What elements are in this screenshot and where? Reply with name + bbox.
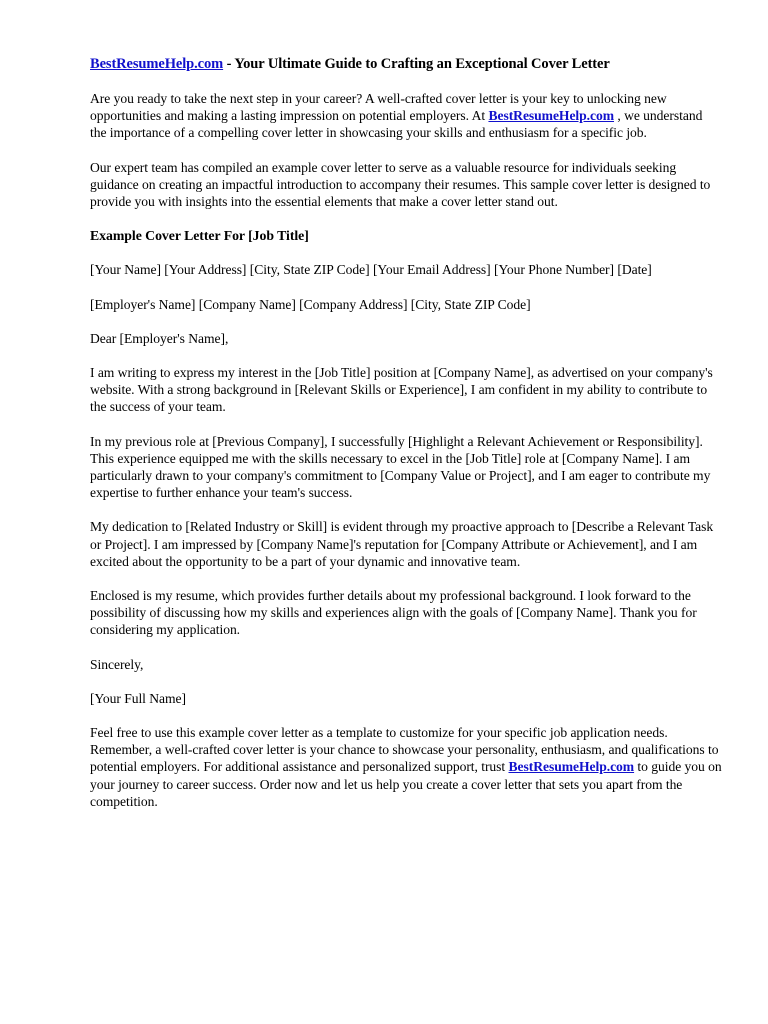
sender-address-block: [Your Name] [Your Address] [City, State ZIP Code] [Your Email Address] [Your Phone Number] [Date] [90,262,652,278]
page-title-rest: - Your Ultimate Guide to Crafting an Exceptional Cover Letter [223,56,610,72]
brand-link-intro[interactable]: BestResumeHelp.com [488,108,615,124]
salutation-line: Dear [Employer's Name], [90,330,229,346]
letter-paragraph-2: In my previous role at [Previous Company], I successfully [Highlight a Relevant Achievement or Responsibility]. This experience equipped me with the skills necessary to excel in the [Job Title] role at [Company Name]. I am particularly drawn to your company's commitment to [Company Value or Project], and I am eager to contribute my expertise to further enhance your team's success. [90,433,711,501]
closing-line: Sincerely, [90,656,144,672]
signature-placeholder: [Your Full Name] [90,690,186,706]
intro-paragraph-part1: Are you ready to take the next step in your career? A well-crafted cover letter is your key to unlocking new opportunities and making a lasting impression on potential employers. At [90,91,667,124]
outro-paragraph-part1: Feel free to use this example cover letter as a template to customize for your specific job application needs. Remember, a well-crafted cover letter is your chance to showcase your personality, enthusiasm, and qualifications to potential employers. For additional assistance and personalized support, trust [90,725,719,775]
letter-paragraph-3: My dedication to [Related Industry or Skill] is evident through my proactive approach to [Describe a Relevant Task or Project]. I am impressed by [Company Name]'s reputation for [Company Attribute or Achievement], and I am excited about the opportunity to be a part of your dynamic and innovative team. [90,519,714,569]
expert-team-paragraph: Our expert team has compiled an example cover letter to serve as a valuable resource for individuals seeking guidance on creating an impactful introduction to accompany their resumes. This sample cover letter is designed to provide you with insights into the essential elements that make a cover letter stand out. [90,159,711,210]
example-cover-letter-heading: Example Cover Letter For [Job Title] [90,228,309,244]
intro-paragraph-part2: , we understand the importance of a compelling cover letter in showcasing your skills and enthusiasm for a specific job. [90,108,703,141]
letter-paragraph-1: I am writing to express my interest in the [Job Title] position at [Company Name], as advertised on your company's website. With a strong background in [Relevant Skills or Experience], I am confident in my ability to contribute to the success of your team. [90,365,713,415]
recipient-address-block: [Employer's Name] [Company Name] [Company Address] [City, State ZIP Code] [90,296,531,312]
brand-link-outro[interactable]: BestResumeHelp.com [508,759,635,775]
outro-paragraph [90,724,722,810]
brand-link-title[interactable]: BestResumeHelp.com [90,56,224,72]
outro-paragraph-part2: to guide you on your journey to career success. Order now and let us help you create a cover letter that sets you apart from the competition. [90,759,722,809]
intro-paragraph [90,90,722,142]
letter-paragraph-4: Enclosed is my resume, which provides further details about my professional background. I look forward to the possibility of discussing how my skills and experiences align with the goals of [Company Name]. Thank you for considering my application. [90,588,697,638]
page-title [90,56,722,73]
document-body [90,56,722,810]
